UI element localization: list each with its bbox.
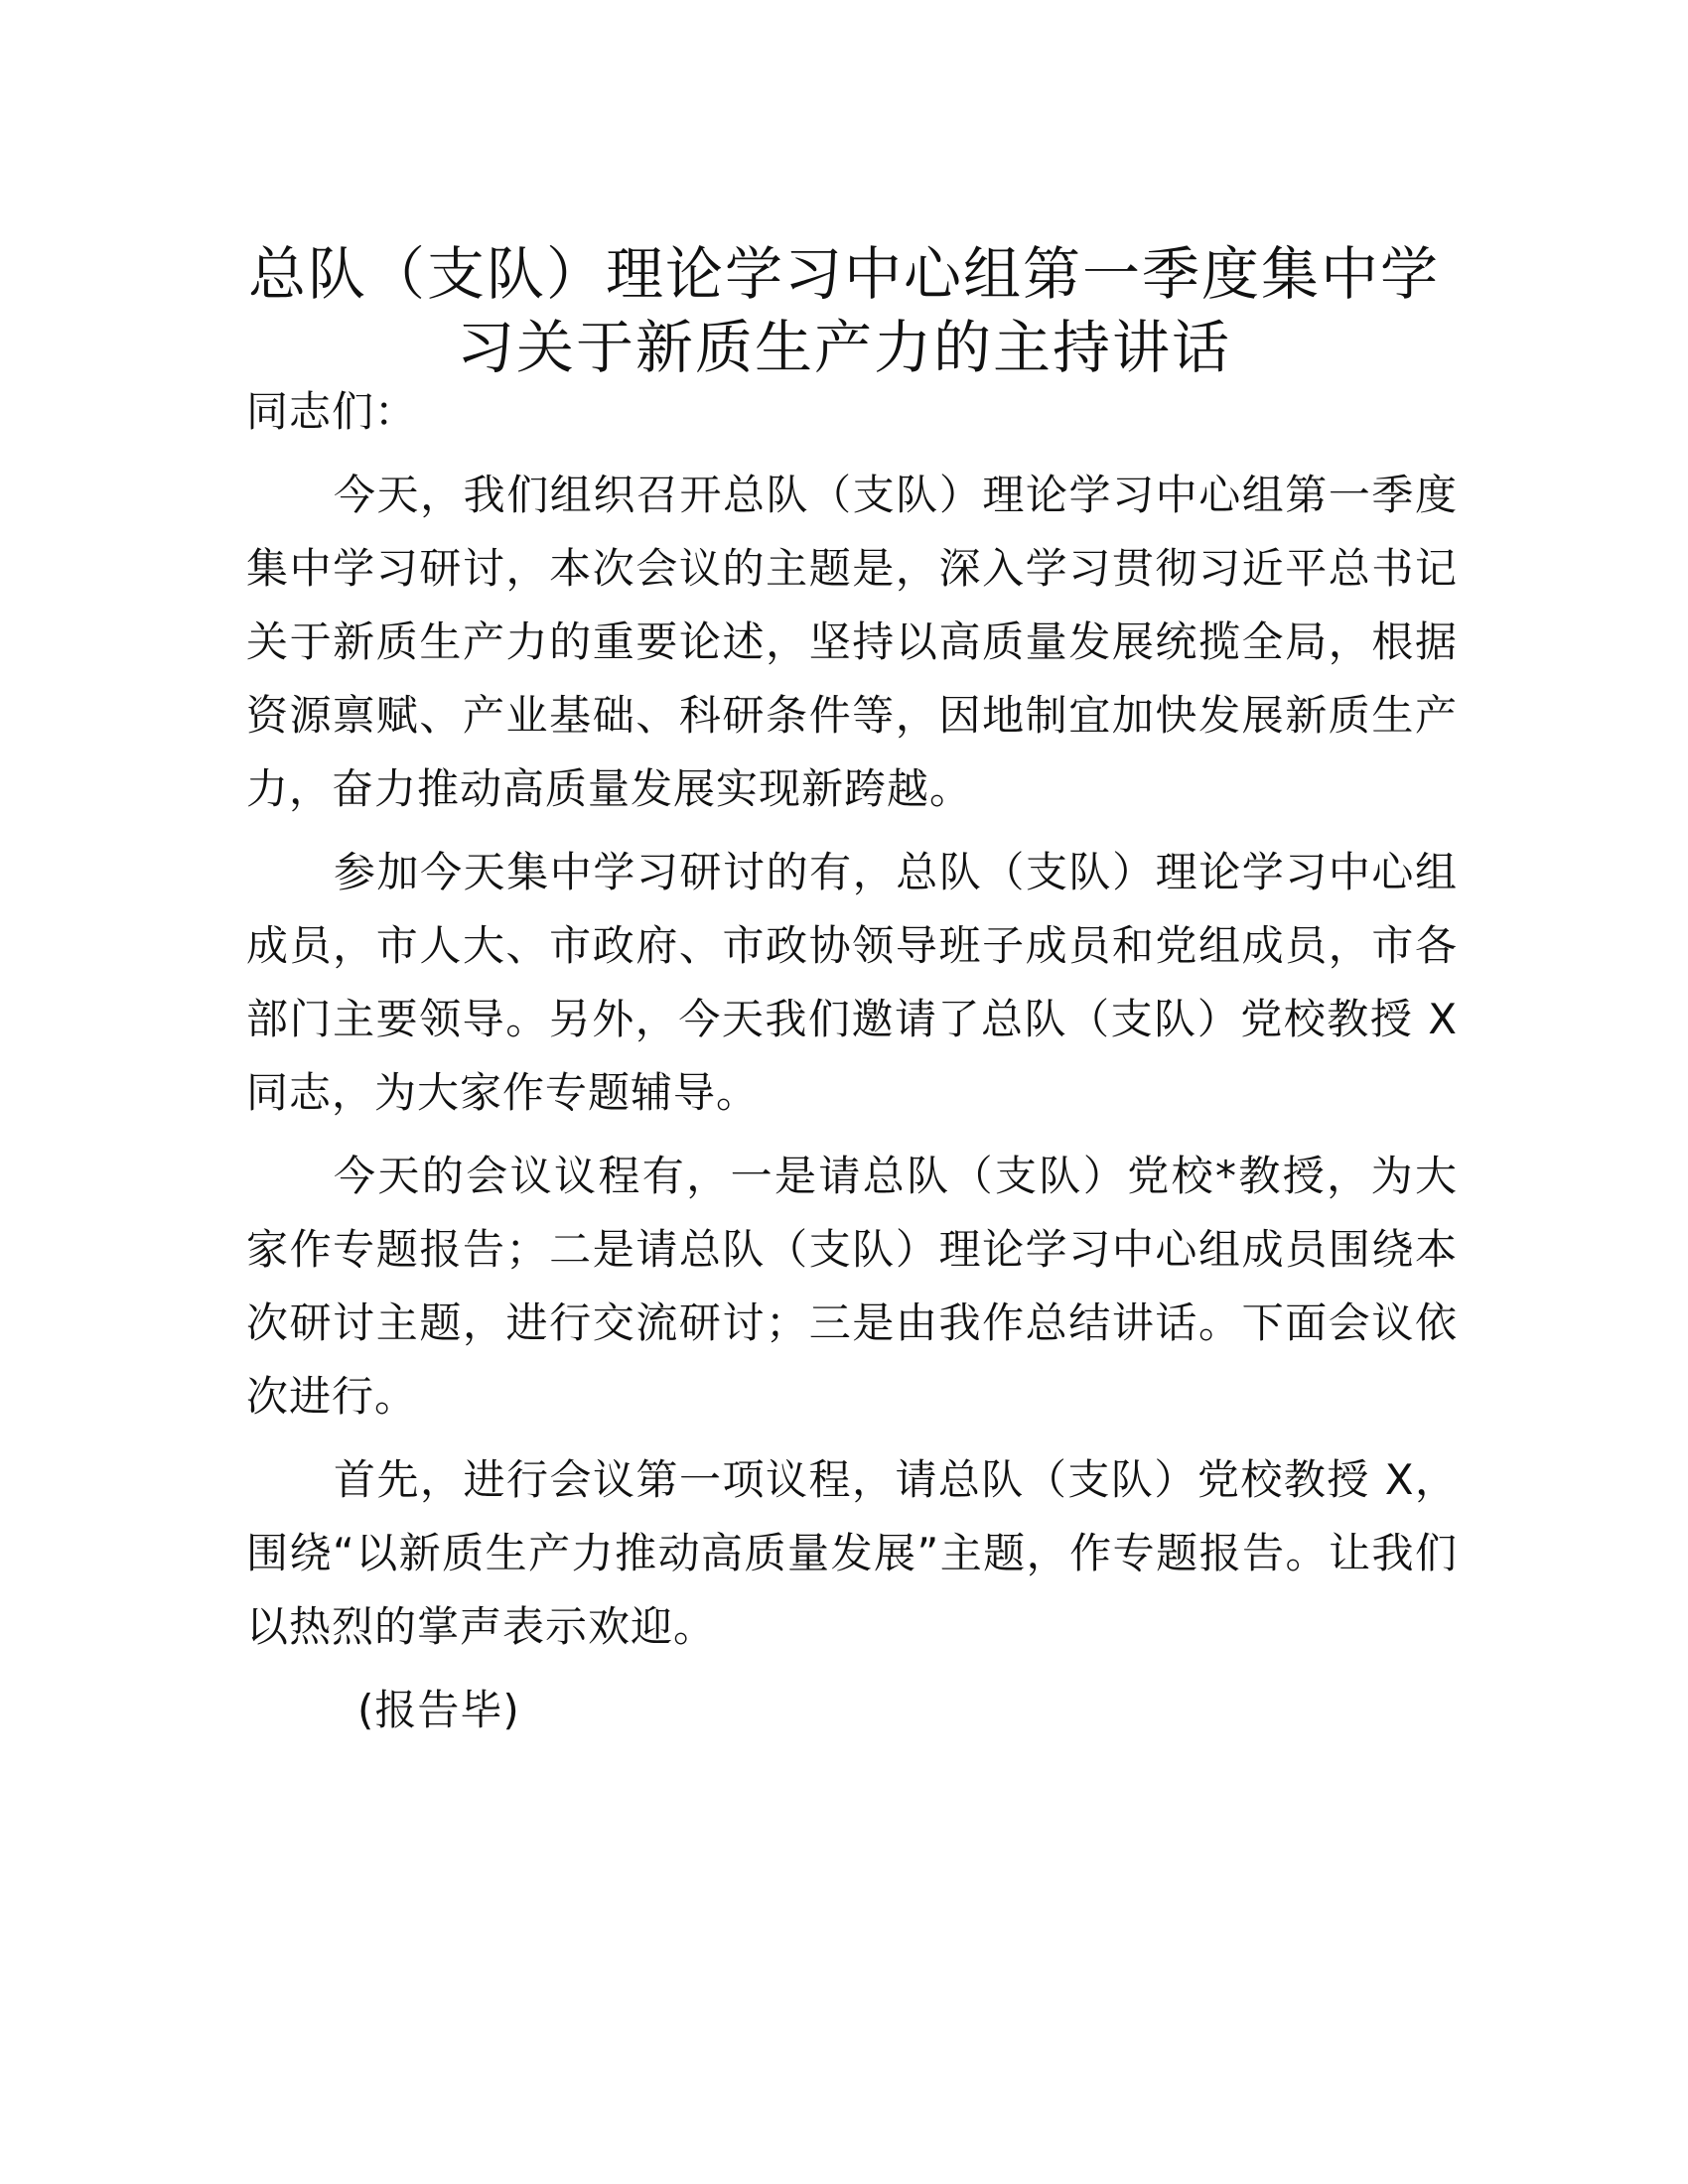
salutation: 同志们：: [246, 387, 418, 436]
title-line-1: 总队（支队）理论学习中心组第一季度集中学: [247, 239, 1440, 308]
closing-note: (报告毕): [357, 1686, 520, 1734]
paragraph-4: 首先，进行会议第一项议程，请总队（支队）党校教授 X，围绕“以新质生产力推动高质量发展”主题，作专题报告。让我们以热烈的掌声表示欢迎。: [246, 1455, 1458, 1651]
document-title: [0, 237, 1688, 384]
document-body: [246, 375, 1458, 1747]
paragraph-1: 今天，我们组织召开总队（支队）理论学习中心组第一季度集中学习研讨，本次会议的主题是，深入学习贯彻习近平总书记关于新质生产力的重要论述，坚持以高质量发展统揽全局，根据资源禀赋、产业基础、科研条件等，因地制宜加快发展新质生产力，奋力推动高质量发展实现新跨越。: [246, 471, 1458, 813]
paragraph-3: 今天的会议议程有，一是请总队（支队）党校*教授，为大家作专题报告；二是请总队（支队）理论学习中心组成员围绕本次研讨主题，进行交流研讨；三是由我作总结讲话。下面会议依次进行。: [246, 1152, 1458, 1421]
title-line-2: 习关于新质生产力的主持讲话: [456, 313, 1231, 381]
paragraph-2: 参加今天集中学习研讨的有，总队（支队）理论学习中心组成员，市人大、市政府、市政协领导班子成员和党组成员，市各部门主要领导。另外，今天我们邀请了总队（支队）党校教授 X 同志，为大家作专题辅导。: [246, 848, 1458, 1117]
